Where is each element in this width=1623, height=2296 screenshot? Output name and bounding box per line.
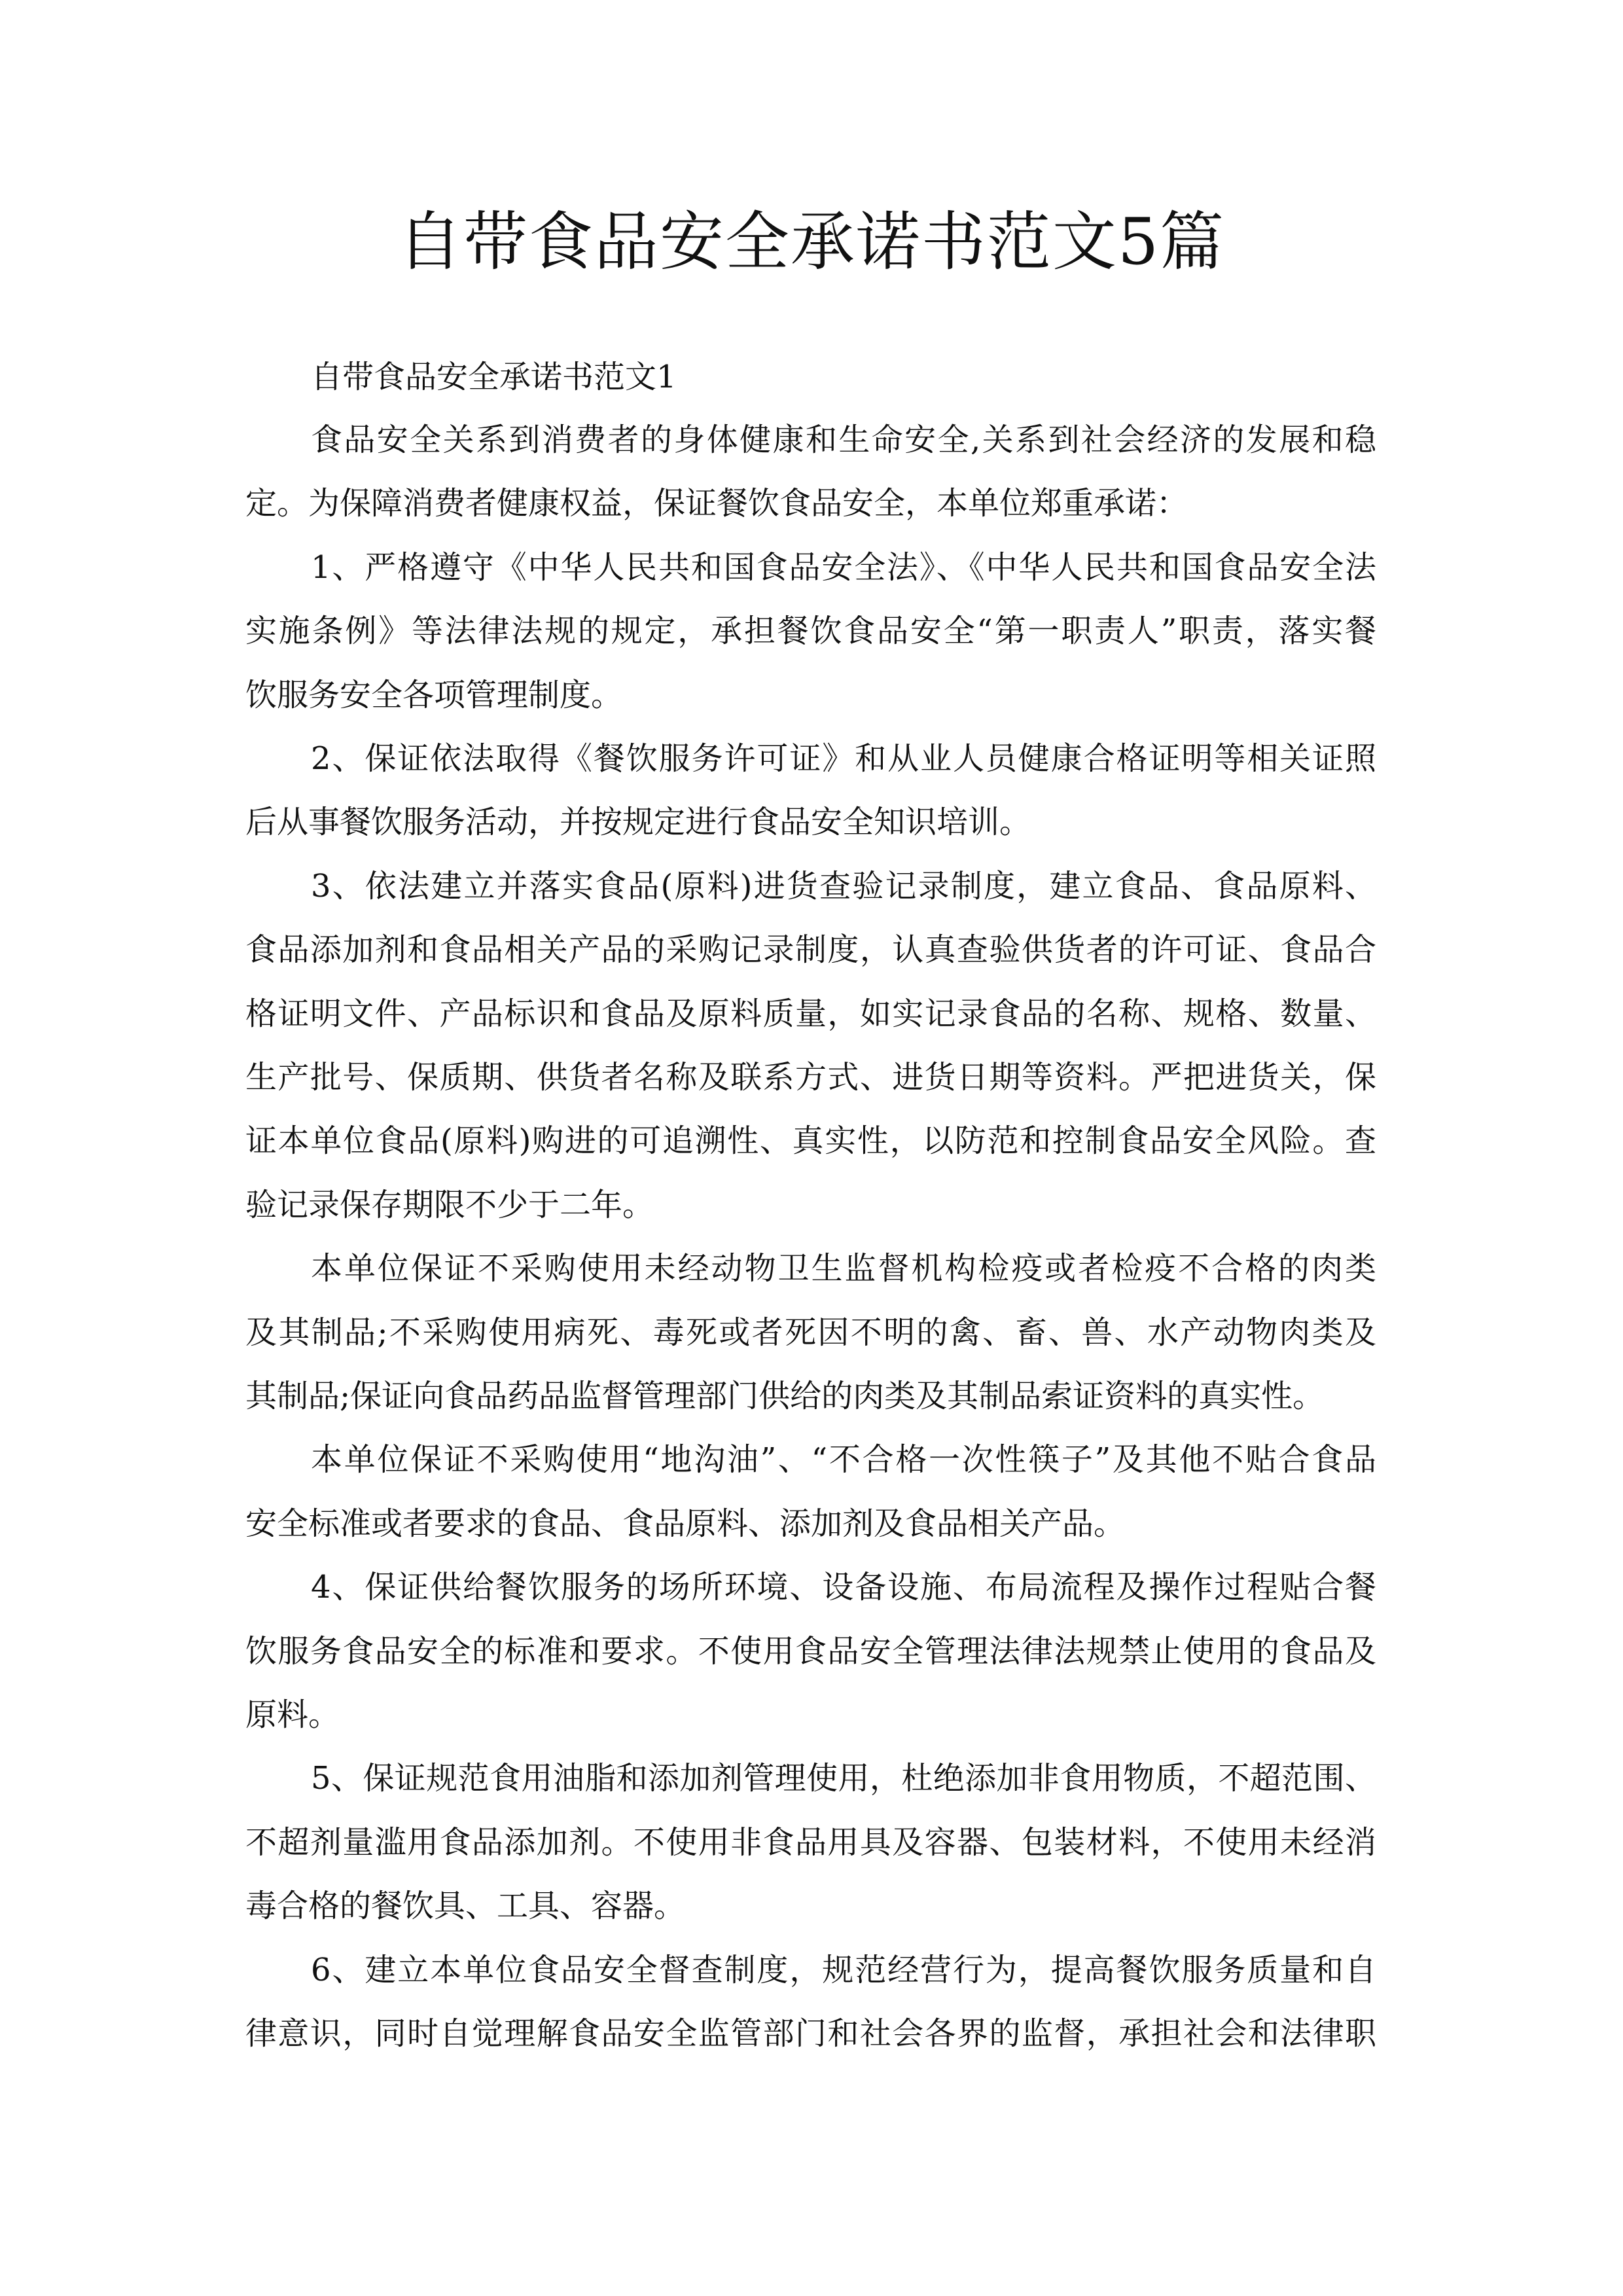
text-line: 证本单位食品(原料)购进的可追溯性、真实性，以防范和控制食品安全风险。查	[245, 1122, 1376, 1160]
text-line: 5、保证规范食用油脂和添加剂管理使用，杜绝添加非食用物质，不超范围、	[311, 1760, 1376, 1797]
text-line: 格证明文件、产品标识和食品及原料质量，如实记录食品的名称、规格、数量、	[245, 995, 1376, 1032]
text-line: 本单位保证不采购使用“地沟油”、“不合格一次性筷子”及其他不贴合食品	[311, 1441, 1376, 1479]
section-heading: 自带食品安全承诺书范文1	[311, 359, 677, 395]
text-line: 及其制品;不采购使用病死、毒死或者死因不明的禽、畜、兽、水产动物肉类及	[245, 1314, 1376, 1351]
text-line: 实施条例》等法律法规的规定，承担餐饮食品安全“第一职责人”职责，落实餐	[245, 613, 1376, 650]
text-line: 2、保证依法取得《餐饮服务许可证》和从业人员健康合格证明等相关证照	[311, 740, 1376, 777]
text-line: 食品安全关系到消费者的身体健康和生命安全,关系到社会经济的发展和稳	[311, 422, 1376, 458]
text-line: 饮服务食品安全的标准和要求。不使用食品安全管理法律法规禁止使用的食品及	[245, 1632, 1376, 1670]
text-line: 3、依法建立并落实食品(原料)进货查验记录制度，建立食品、食品原料、	[311, 867, 1376, 905]
text-line: 安全标准或者要求的食品、食品原料、添加剂及食品相关产品。	[245, 1505, 1126, 1542]
text-line: 生产批号、保质期、供货者名称及联系方式、进货日期等资料。严把进货关，保	[245, 1059, 1376, 1096]
text-line: 饮服务安全各项管理制度。	[245, 676, 623, 713]
text-line: 原料。	[245, 1696, 340, 1733]
text-line: 本单位保证不采购使用未经动物卫生监督机构检疫或者检疫不合格的肉类	[311, 1250, 1376, 1287]
text-line: 6、建立本单位食品安全督查制度，规范经营行为，提高餐饮服务质量和自	[311, 1951, 1376, 1988]
text-line: 验记录保存期限不少于二年。	[245, 1186, 654, 1223]
text-line: 律意识，同时自觉理解食品安全监管部门和社会各界的监督，承担社会和法律职	[245, 2015, 1376, 2052]
text-line: 定。为保障消费者健康权益，保证餐饮食品安全，本单位郑重承诺：	[245, 485, 1188, 522]
text-line: 其制品;保证向食品药品监督管理部门供给的肉类及其制品索证资料的真实性。	[245, 1378, 1325, 1414]
text-line: 后从事餐饮服务活动，并按规定进行食品安全知识培训。	[245, 804, 1031, 841]
text-line: 食品添加剂和食品相关产品的采购记录制度，认真查验供货者的许可证、食品合	[245, 931, 1376, 969]
text-line: 不超剂量滥用食品添加剂。不使用非食品用具及容器、包装材料，不使用未经消	[245, 1823, 1376, 1861]
text-line: 毒合格的餐饮具、工具、容器。	[245, 1888, 686, 1925]
document-title: 自带食品安全承诺书范文5篇	[397, 205, 1226, 279]
text-line: 1、严格遵守《中华人民共和国食品安全法》、《中华人民共和国食品安全法	[311, 548, 1376, 586]
text-line: 4、保证供给餐饮服务的场所环境、设备设施、布局流程及操作过程贴合餐	[311, 1569, 1376, 1606]
